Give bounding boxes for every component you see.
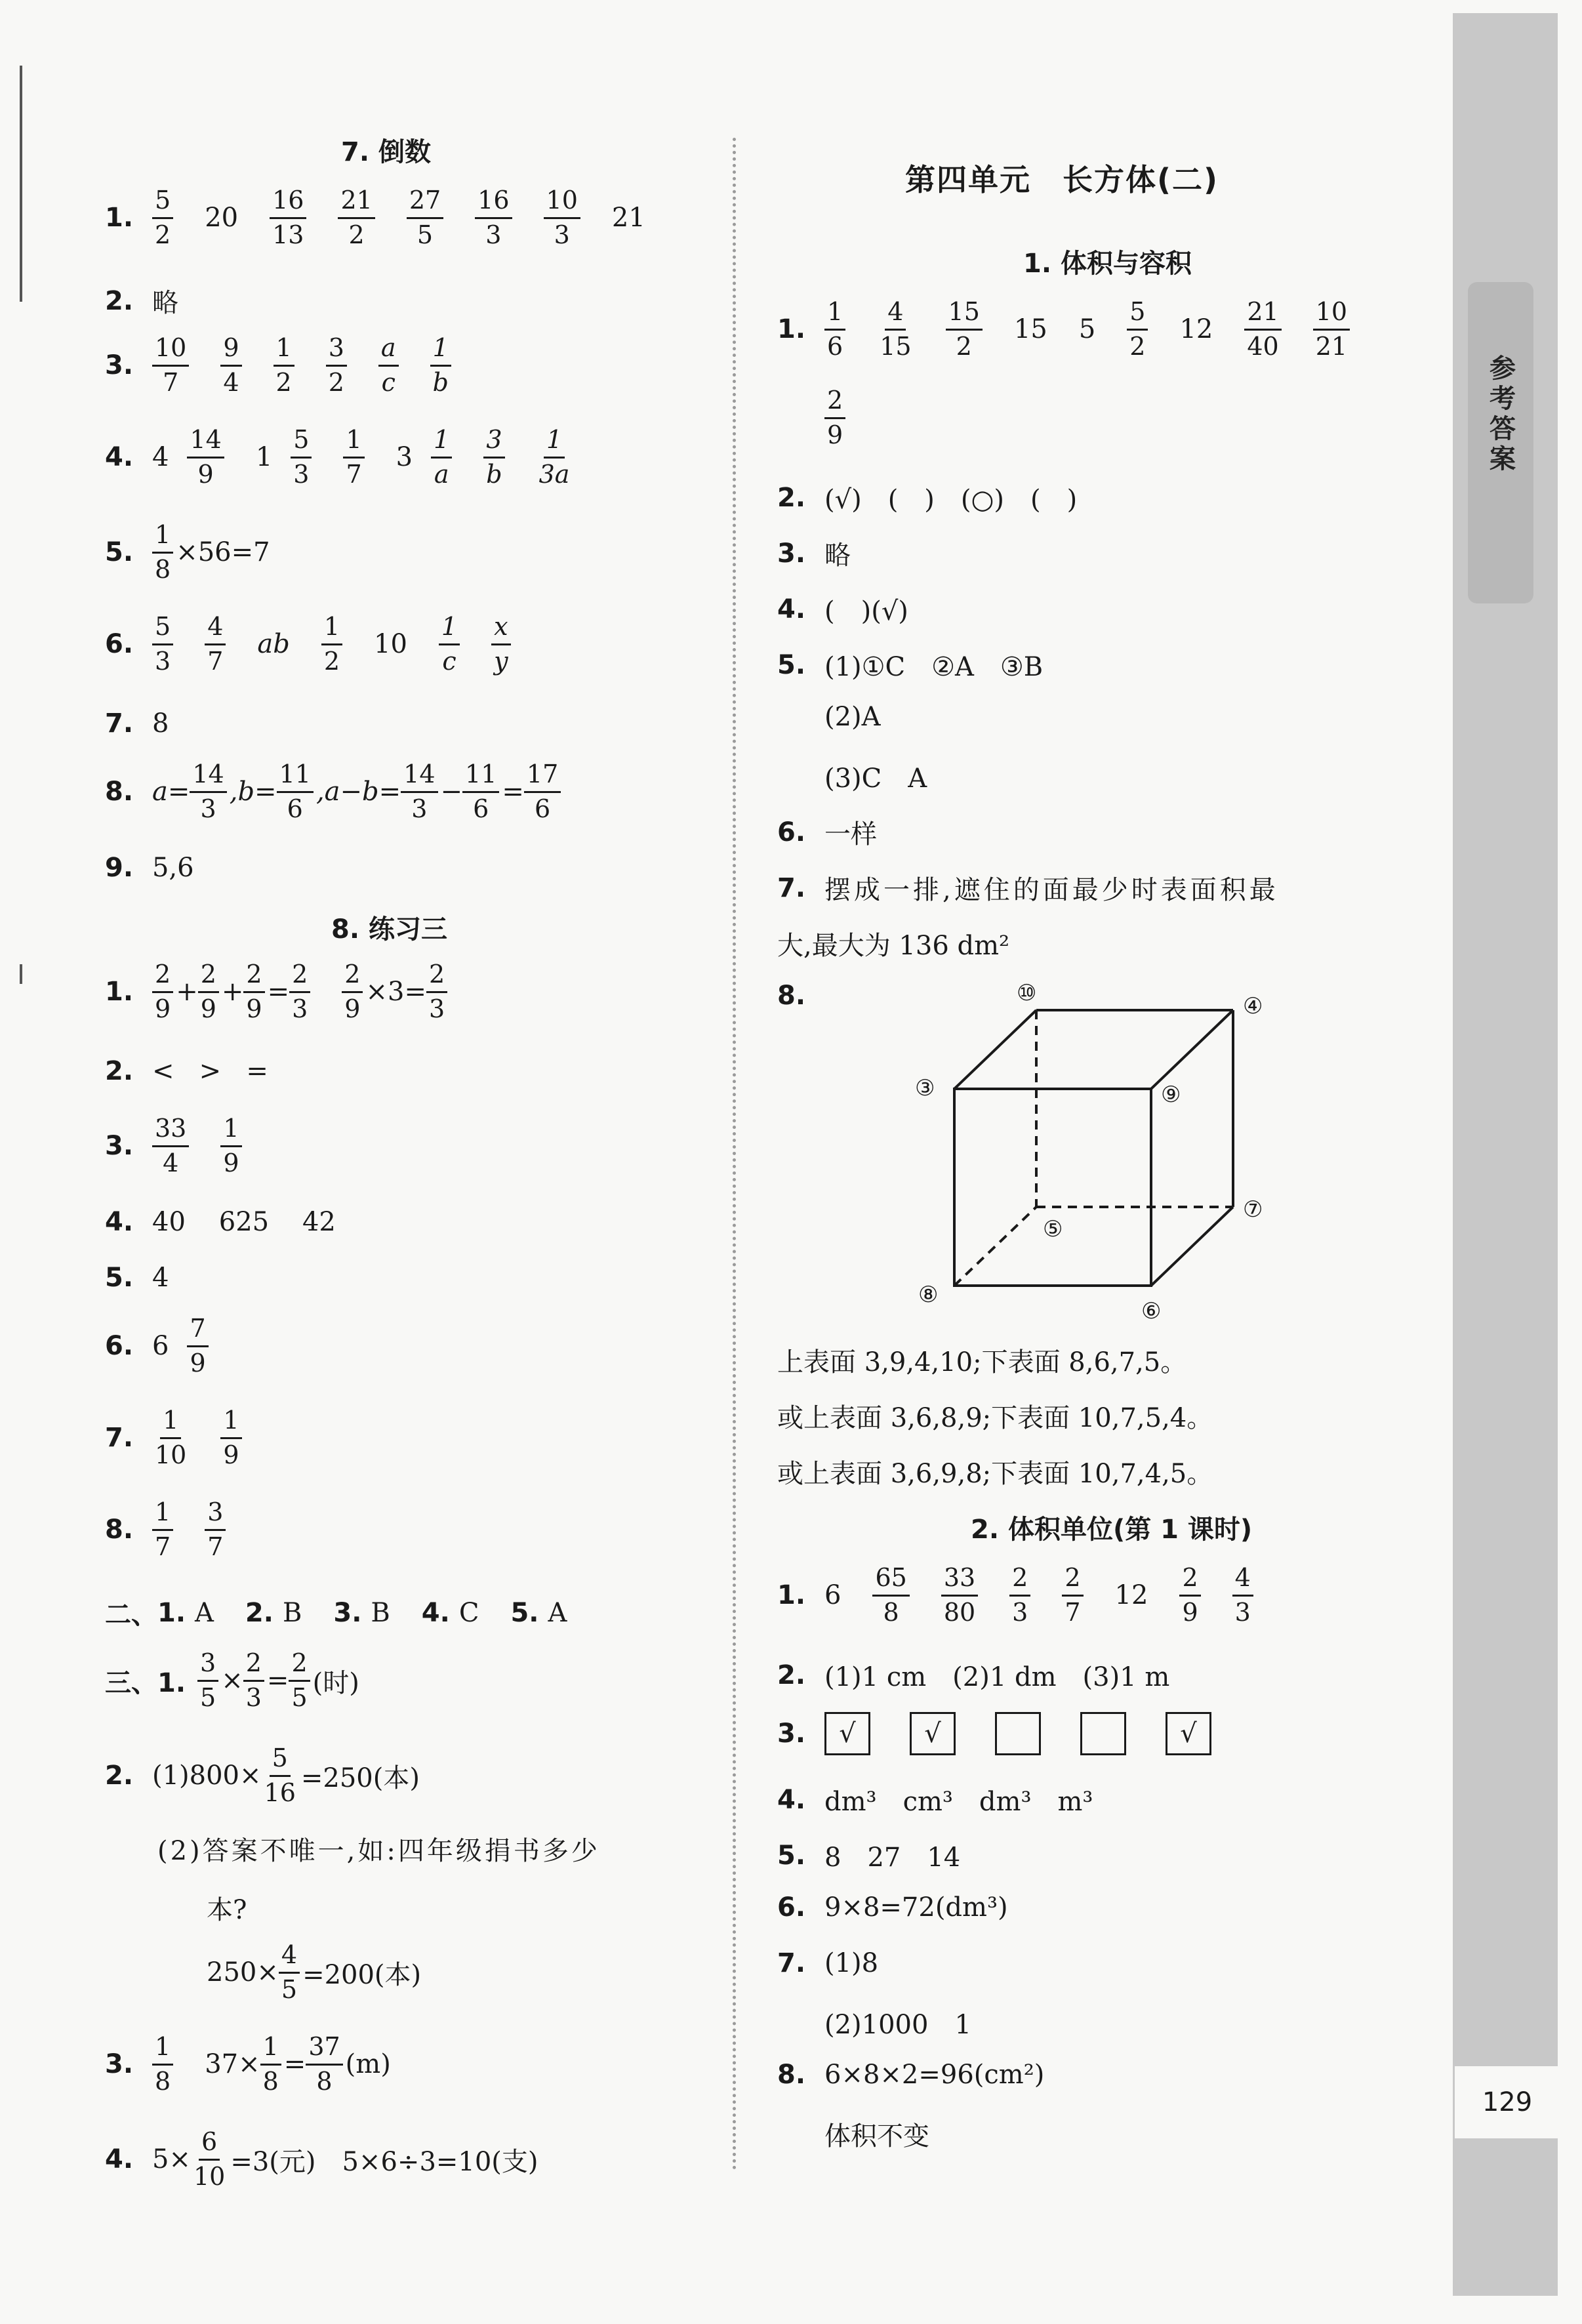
fraction: $\frac{14}{3}$ xyxy=(190,761,226,823)
fraction: $\frac{2}{7}$ xyxy=(1062,1564,1083,1627)
unit-title: 第四单元 长方体(二) xyxy=(905,162,1219,197)
answer-row xyxy=(105,187,677,249)
question-number: 4. xyxy=(105,1207,134,1237)
answer-row xyxy=(777,2060,1044,2090)
fraction: $\frac{2}{9}$ xyxy=(152,961,173,1023)
answer-text: 略 xyxy=(824,540,851,571)
question-number: 4. xyxy=(777,594,806,624)
answer-text: 大,最大为 136 dm² xyxy=(777,931,1010,961)
fraction: $\frac{2}{9}$ xyxy=(342,961,363,1023)
answer-text: 或上表面 3,6,8,9;下表面 10,7,5,4。 xyxy=(777,1403,1213,1433)
expression: = xyxy=(283,2049,306,2080)
answer-text: (2)答案不唯一,如:四年级捐书多少 xyxy=(157,1836,600,1866)
value: 15 xyxy=(1013,314,1047,345)
fraction: $\frac{1}{8}$ xyxy=(152,2033,173,2096)
expression: 5×6÷3=10(支) xyxy=(342,2146,538,2177)
fraction: $\frac{6}{10}$ xyxy=(193,2127,226,2191)
check-box: √ xyxy=(824,1712,870,1755)
section-title: 2. 体积单位(第 1 课时) xyxy=(971,1515,1253,1545)
fraction: $\frac{1}{2}$ xyxy=(274,335,294,397)
expression: ,b= xyxy=(229,777,277,807)
fraction: $\frac{9}{4}$ xyxy=(220,335,241,397)
vertex-label: ⑤ xyxy=(1043,1216,1063,1242)
expression: =250(本) xyxy=(300,1763,420,1793)
question-number: 3. xyxy=(105,1131,134,1162)
cuboid-diagram xyxy=(843,971,1341,1338)
choice: B xyxy=(282,1597,302,1628)
question-number: 1. xyxy=(777,314,806,345)
question-number: 3. xyxy=(333,1597,362,1628)
answer-text: 上表面 3,9,4,10;下表面 8,6,7,5。 xyxy=(777,1347,1187,1377)
answer-row xyxy=(105,1594,598,1631)
vertex-label: ⑩ xyxy=(1017,980,1037,1006)
part-label: 三、1. xyxy=(105,1667,186,1698)
fraction: $\frac{10}{3}$ xyxy=(544,187,580,249)
expression: ×56=7 xyxy=(176,537,270,568)
fraction: $\frac{11}{6}$ xyxy=(462,761,499,823)
tab-label xyxy=(1468,282,1533,603)
answer-text: (2)A xyxy=(824,702,881,732)
part-label: 二、 xyxy=(105,1600,157,1630)
answer-text: (2)1000 1 xyxy=(824,2010,971,2040)
answer-row xyxy=(105,1315,240,1377)
question-number: 4. xyxy=(421,1597,450,1628)
answer-text: 4 xyxy=(152,1263,169,1293)
section-title: 8. 练习三 xyxy=(331,914,447,945)
value: 6 xyxy=(152,1331,169,1362)
value: 12 xyxy=(1179,314,1213,345)
question-number: 5. xyxy=(105,1263,134,1293)
question-number: 5. xyxy=(105,537,134,568)
cube-edge xyxy=(954,1010,1036,1089)
answer-row xyxy=(777,1837,960,1874)
fraction: $\frac{5}{2}$ xyxy=(152,187,173,249)
answer-row xyxy=(105,613,542,676)
answer-row xyxy=(105,1407,274,1469)
value: ab xyxy=(257,629,290,660)
question-number: 3. xyxy=(777,538,806,569)
question-number: 7. xyxy=(105,708,134,739)
answer-row xyxy=(105,426,603,489)
question-number: 8. xyxy=(105,777,134,807)
fraction: $\frac{17}{6}$ xyxy=(524,761,561,823)
answer-text: 略 xyxy=(152,288,178,318)
expression: + xyxy=(221,977,244,1008)
fraction: $\frac{27}{5}$ xyxy=(407,187,443,249)
answer-row xyxy=(105,708,169,739)
expression: (1)800× xyxy=(152,1761,262,1791)
answer-text: < > = xyxy=(152,1056,268,1086)
check-box xyxy=(995,1712,1041,1755)
expression: × xyxy=(221,1665,243,1696)
fraction: $\frac{1}{3a}$ xyxy=(538,425,570,489)
question-number: 8. xyxy=(777,981,806,1011)
question-number: 2. xyxy=(105,1761,134,1791)
fraction: $\frac{33}{80}$ xyxy=(941,1564,978,1627)
fraction: $\frac{37}{8}$ xyxy=(306,2033,342,2096)
question-number: 3. xyxy=(105,350,134,381)
answer-text: (1)①C ②A ③B xyxy=(824,652,1044,682)
answer-text: 40 625 42 xyxy=(152,1207,336,1237)
answer-row xyxy=(777,1948,878,1978)
question-number: 6. xyxy=(105,1331,134,1362)
fraction: $\frac{7}{9}$ xyxy=(187,1315,208,1377)
answer-row xyxy=(777,298,1381,361)
expression: ,a−b= xyxy=(315,777,401,807)
choice: A xyxy=(195,1597,214,1628)
fraction: $\frac{2}{3}$ xyxy=(243,1650,264,1712)
question-number: 4. xyxy=(105,442,134,473)
answer-row xyxy=(777,1656,1169,1694)
expression: 250× xyxy=(207,1957,279,1988)
fraction: $\frac{3}{5}$ xyxy=(197,1650,218,1712)
answer-text: (√) ( ) (○) ( ) xyxy=(824,485,1078,515)
fraction: $\frac{5}{3}$ xyxy=(152,613,173,676)
question-number: 7. xyxy=(105,1423,134,1454)
answer-row xyxy=(105,521,270,584)
fraction: $\frac{14}{3}$ xyxy=(401,761,437,823)
fraction: $\frac{2}{3}$ xyxy=(1009,1564,1030,1627)
fraction: $\frac{4}{3}$ xyxy=(1232,1564,1253,1627)
fraction: $\frac{2}{9}$ xyxy=(243,961,264,1023)
vertex-label: ③ xyxy=(915,1075,935,1101)
answer-row xyxy=(105,1115,274,1177)
fraction: $\frac{1}{2}$ xyxy=(321,613,342,676)
fraction: $\frac{4}{5}$ xyxy=(279,1942,300,2004)
fraction: $\frac{2}{9}$ xyxy=(198,961,219,1023)
value: 21 xyxy=(611,203,645,234)
answer-row xyxy=(105,2033,391,2096)
answer-row xyxy=(105,1207,336,1237)
fraction: $\frac{21}{40}$ xyxy=(1244,298,1281,361)
question-number: 7. xyxy=(777,872,806,903)
question-number: 6. xyxy=(777,817,806,847)
fraction: $\frac{4}{15}$ xyxy=(880,297,912,361)
choice: A xyxy=(548,1597,567,1628)
fraction: $\frac{10}{21}$ xyxy=(1313,298,1350,361)
answer-row xyxy=(105,761,592,823)
question-number: 2. xyxy=(245,1597,274,1628)
expression: a= xyxy=(152,777,190,807)
question-number: 1. xyxy=(157,1597,186,1628)
choice: B xyxy=(371,1597,390,1628)
answer-text: dm³ cm³ dm³ m³ xyxy=(824,1787,1093,1817)
cube-hidden-edge xyxy=(954,1207,1036,1286)
fraction: $\frac{5}{3}$ xyxy=(291,426,312,489)
cube-front-face xyxy=(954,1089,1151,1286)
section-title: 7. 倒数 xyxy=(341,137,431,167)
fraction: $\frac{1}{9}$ xyxy=(220,1115,241,1177)
question-number: 4. xyxy=(777,1784,806,1815)
fraction: $\frac{1}{9}$ xyxy=(220,1407,241,1469)
question-number: 8. xyxy=(105,1515,134,1545)
expression: + xyxy=(176,977,198,1008)
fraction: $\frac{1}{10}$ xyxy=(155,1406,187,1469)
fraction: $\frac{2}{3}$ xyxy=(426,961,447,1023)
answer-row xyxy=(105,1650,359,1712)
question-number: 3. xyxy=(105,2049,134,2080)
answer-row xyxy=(777,981,824,1011)
value: 1 xyxy=(255,442,273,473)
question-number: 6. xyxy=(105,629,134,660)
fraction: $\frac{1}{8}$ xyxy=(152,521,173,584)
fraction: $\frac{2}{3}$ xyxy=(289,961,310,1023)
expression: − xyxy=(440,777,463,807)
fraction: $\frac{21}{2}$ xyxy=(338,187,375,249)
column-divider xyxy=(733,138,736,2171)
answer-text: (1)8 xyxy=(824,1948,879,1978)
answer-row xyxy=(105,2129,538,2191)
value: 20 xyxy=(205,203,239,234)
vertex-label: ⑧ xyxy=(918,1282,939,1308)
check-box: √ xyxy=(910,1712,956,1755)
fraction: $\frac{65}{8}$ xyxy=(872,1564,909,1627)
fraction: $\frac{1}{8}$ xyxy=(260,2033,281,2096)
answer-text: 一样 xyxy=(824,819,877,849)
answer-text: 9×8=72(dm³) xyxy=(824,1892,1008,1923)
value: 10 xyxy=(374,629,407,660)
answer-row xyxy=(777,646,1043,683)
answer-row xyxy=(105,1263,169,1293)
question-number: 7. xyxy=(777,1948,806,1978)
expression: = xyxy=(266,1665,289,1696)
value: 6 xyxy=(824,1580,842,1611)
fraction: $\frac{10}{7}$ xyxy=(152,335,189,397)
fraction: $\frac{1}{c}$ xyxy=(439,613,460,676)
answer-row xyxy=(207,1942,421,2004)
section-title: 1. 体积与容积 xyxy=(1023,249,1192,279)
fraction: $\frac{3}{7}$ xyxy=(205,1499,226,1561)
expression: ×3= xyxy=(365,977,426,1008)
expression: =3(元) xyxy=(230,2146,316,2177)
expression: = xyxy=(267,977,290,1008)
margin-mark xyxy=(20,964,22,984)
answer-row xyxy=(105,1499,257,1561)
fraction: $\frac{11}{6}$ xyxy=(277,761,314,823)
question-number: 2. xyxy=(105,285,134,316)
question-number: 5. xyxy=(777,649,806,680)
fraction: $\frac{2}{9}$ xyxy=(1179,1564,1200,1627)
vertex-label: ⑦ xyxy=(1243,1196,1263,1223)
question-number: 6. xyxy=(777,1892,806,1923)
answer-text: 6×8×2=96(cm²) xyxy=(824,2060,1045,2090)
answer-row xyxy=(824,387,877,449)
answer-row xyxy=(777,1892,1008,1923)
fraction: $\frac{15}{2}$ xyxy=(946,298,983,361)
fraction: $\frac{3}{b}$ xyxy=(483,426,504,489)
vertex-label: ⑨ xyxy=(1161,1082,1181,1108)
question-number: 2. xyxy=(105,1056,134,1086)
question-number: 5. xyxy=(510,1597,539,1628)
answer-row xyxy=(105,853,194,883)
expression: (时) xyxy=(312,1667,359,1698)
answer-row xyxy=(777,1564,1285,1627)
question-number: 2. xyxy=(777,1660,806,1690)
fraction: $\frac{5}{2}$ xyxy=(1127,298,1148,361)
fraction: $\frac{2}{9}$ xyxy=(824,387,845,449)
question-number: 1. xyxy=(105,977,134,1008)
fraction: $\frac{2}{5}$ xyxy=(289,1650,310,1712)
question-number: 1. xyxy=(105,203,134,234)
fraction: $\frac{1}{b}$ xyxy=(430,335,451,397)
fraction: $\frac{16}{3}$ xyxy=(475,187,512,249)
answer-text: 5,6 xyxy=(152,853,194,883)
answer-text: 摆成一排,遮住的面最少时表面积最 xyxy=(824,875,1279,905)
value: 3 xyxy=(396,442,413,473)
answer-row xyxy=(777,479,1077,516)
answer-row xyxy=(777,1781,1093,1818)
page-number: 129 xyxy=(1455,2066,1560,2138)
answer-text: (1)1 cm (2)1 dm (3)1 m xyxy=(824,1662,1170,1692)
expression: 5× xyxy=(152,2144,191,2175)
answer-row xyxy=(105,282,178,319)
fraction: $\frac{1}{6}$ xyxy=(824,298,845,361)
question-number: 1. xyxy=(777,1580,806,1611)
fraction: $\frac{5}{16}$ xyxy=(264,1743,296,1807)
question-number: 4. xyxy=(105,2144,134,2175)
answer-row xyxy=(105,1056,268,1086)
value: 4 xyxy=(152,442,169,473)
answer-row xyxy=(105,1745,420,1807)
fraction: $\frac{4}{7}$ xyxy=(205,613,226,676)
answer-row xyxy=(777,590,908,628)
cube-edge xyxy=(1151,1207,1233,1286)
answer-row xyxy=(777,1712,1251,1755)
answer-row xyxy=(105,961,479,1023)
answer-row xyxy=(777,869,1279,907)
fraction: $\frac{1}{a}$ xyxy=(431,426,452,489)
answer-text: 体积不变 xyxy=(824,2121,929,2151)
fraction: $\frac{x}{y}$ xyxy=(491,613,510,676)
tab-label-text: 参考答案 xyxy=(1485,354,1516,475)
choice: C xyxy=(458,1597,479,1628)
answer-row xyxy=(777,813,877,851)
question-number: 2. xyxy=(777,482,806,513)
answer-text: 8 27 14 xyxy=(824,1843,961,1873)
cube-edge xyxy=(1151,1010,1233,1089)
answer-text: 本? xyxy=(207,1895,247,1925)
value: 12 xyxy=(1114,1580,1148,1611)
fraction: $\frac{1}{7}$ xyxy=(152,1499,173,1561)
check-box: √ xyxy=(1166,1712,1211,1755)
fraction: $\frac{a}{c}$ xyxy=(378,335,399,397)
answer-row xyxy=(777,535,851,572)
expression: =200(本) xyxy=(302,1959,422,1990)
fraction: $\frac{14}{9}$ xyxy=(187,426,224,489)
expression: = xyxy=(502,777,524,807)
question-number: 9. xyxy=(105,853,134,883)
question-number: 8. xyxy=(777,2060,806,2090)
question-number: 5. xyxy=(777,1840,806,1871)
fraction: $\frac{33}{4}$ xyxy=(152,1115,189,1177)
answer-text: 或上表面 3,6,9,8;下表面 10,7,4,5。 xyxy=(777,1459,1213,1489)
question-number: 3. xyxy=(777,1719,806,1749)
check-box xyxy=(1080,1712,1126,1755)
fraction: $\frac{16}{13}$ xyxy=(270,187,306,249)
answer-text: (3)C A xyxy=(824,764,927,794)
vertex-label: ⑥ xyxy=(1141,1298,1162,1324)
answer-row xyxy=(105,335,483,397)
expression: (m) xyxy=(345,2049,391,2080)
margin-mark xyxy=(20,66,22,302)
answer-text: ( )(√) xyxy=(824,596,908,626)
expression: 37× xyxy=(205,2049,260,2080)
answer-text: 8 xyxy=(152,708,169,739)
vertex-label: ④ xyxy=(1243,993,1263,1019)
fraction: $\frac{3}{2}$ xyxy=(326,335,347,397)
value: 5 xyxy=(1078,314,1096,345)
fraction: $\frac{1}{7}$ xyxy=(343,426,364,489)
